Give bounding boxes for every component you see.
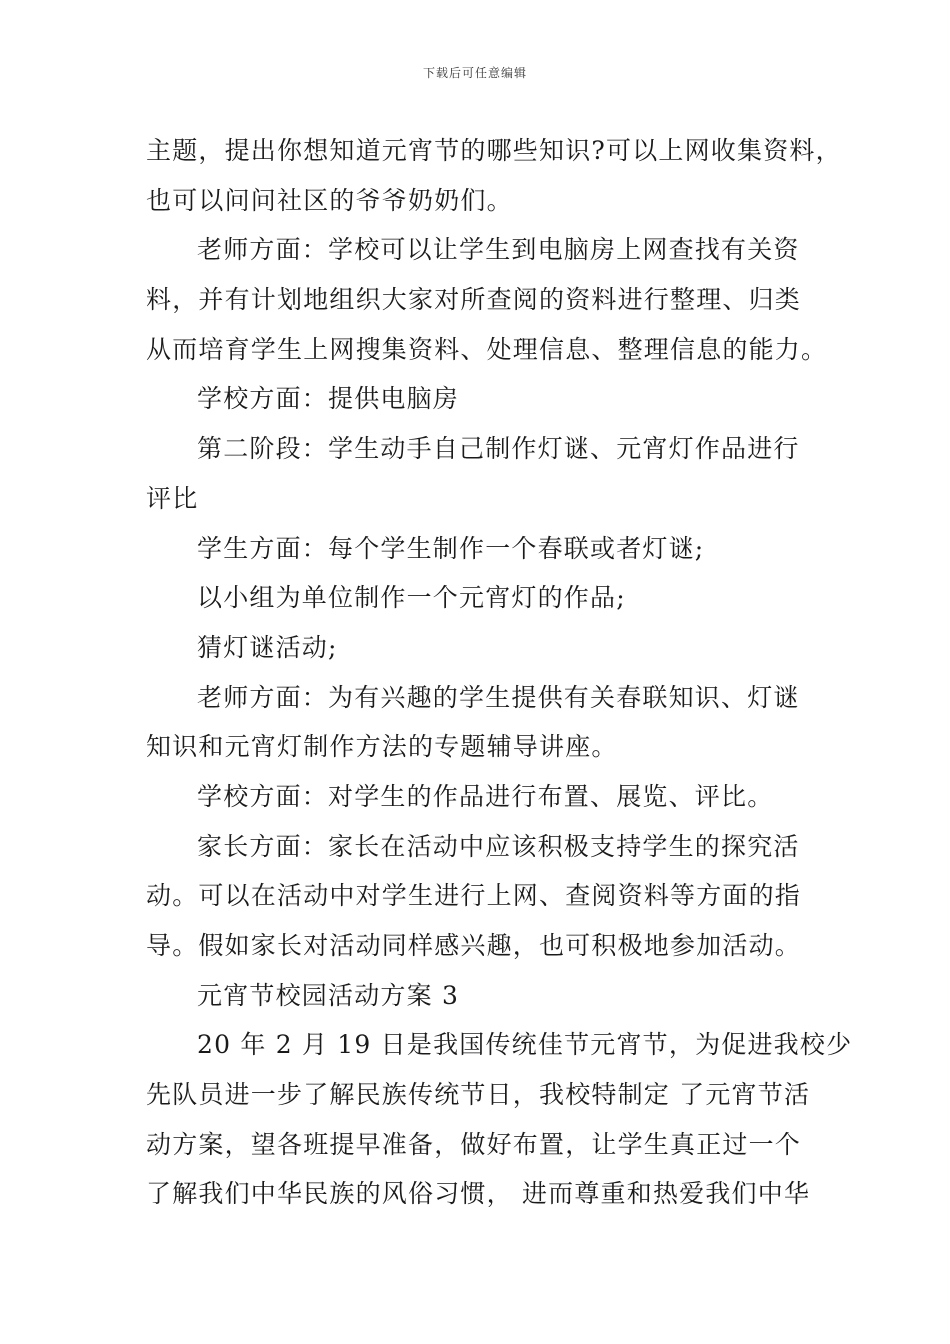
text-line: 动。可以在活动中对学生进行上网、查阅资料等方面的指 bbox=[146, 881, 802, 911]
text-line: 家长方面：家长在活动中应该积极支持学生的探究活 bbox=[197, 831, 800, 861]
text-line: 从而培育学生上网搜集资料、处理信息、整理信息的能力。 bbox=[146, 334, 828, 364]
page-header: 下载后可任意编辑 bbox=[422, 66, 527, 80]
text-line: 也可以问问社区的爷爷奶奶们。 bbox=[146, 185, 513, 215]
text-line: 导。假如家长对活动同样感兴趣，也可积极地参加活动。 bbox=[146, 931, 802, 960]
text-line: 20 年 2 月 19 日是我国传统佳节元宵节，为促进我校少 bbox=[197, 1030, 853, 1060]
text-line: 学校方面：提供电脑房 bbox=[197, 384, 460, 414]
text-line: 主题，提出你想知道元宵节的哪些知识?可以上网收集资料， bbox=[146, 136, 842, 165]
text-line: 老师方面：学校可以让学生到电脑房上网查找有关资 bbox=[197, 235, 800, 265]
text-line: 了解我们中华民族的风俗习惯， 进而尊重和热爱我们中华 bbox=[146, 1179, 811, 1209]
text-line: 评比 bbox=[146, 483, 199, 513]
text-line: 以小组为单位制作一个元宵灯的作品; bbox=[197, 583, 626, 613]
section-heading: 元宵节校园活动方案 3 bbox=[197, 980, 460, 1010]
text-line: 知识和元宵灯制作方法的专题辅导讲座。 bbox=[146, 732, 618, 762]
text-line: 学生方面：每个学生制作一个春联或者灯谜; bbox=[197, 533, 705, 563]
text-line: 猜灯谜活动; bbox=[197, 632, 338, 662]
text-line: 第二阶段：学生动手自己制作灯谜、元宵灯作品进行 bbox=[197, 434, 800, 464]
text-line: 学校方面：对学生的作品进行布置、展览、评比。 bbox=[197, 781, 774, 811]
text-line: 料，并有计划地组织大家对所查阅的资料进行整理、归类 bbox=[146, 285, 802, 315]
text-line: 老师方面：为有兴趣的学生提供有关春联知识、灯谜 bbox=[197, 682, 800, 712]
text-line: 动方案，望各班提早准备，做好布置，让学生真正过一个 bbox=[146, 1129, 802, 1159]
document-body bbox=[146, 126, 853, 1219]
text-line: 先队员进一步了解民族传统节日，我校特制定 了元宵节活 bbox=[146, 1080, 811, 1110]
